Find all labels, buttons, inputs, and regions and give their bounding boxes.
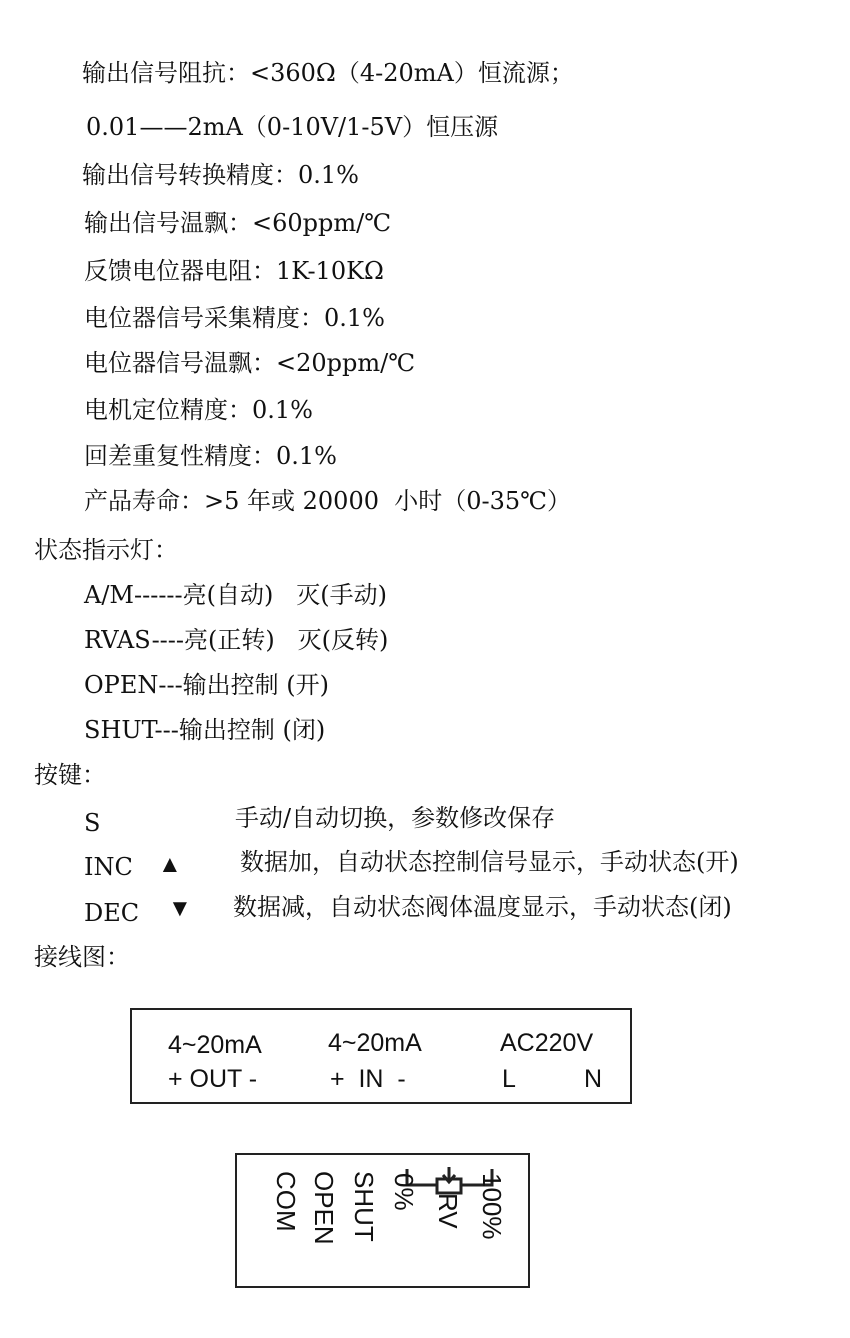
spec-line: 产品寿命：>5 年或 20000 小时（0-35℃） [84,487,572,515]
indicator-item: SHUT---输出控制 (闭) [84,716,326,744]
spec-line: 电位器信号采集精度：0.1% [84,304,385,332]
up-triangle-icon: ▲ [158,851,182,878]
spec-line: 电机定位精度：0.1% [84,396,313,424]
key-name: INC [84,853,133,881]
down-triangle-icon: ▼ [168,895,192,922]
spec-line: 反馈电位器电阻：1K-10KΩ [84,257,384,285]
terminal-block-control [235,1153,530,1288]
terminal-label: 0% [389,1173,419,1211]
wiring-heading: 接线图： [34,943,130,971]
spec-line: 0.01——2mA（0-10V/1-5V）恒压源 [86,113,499,141]
terminal-label: AC220V [500,1029,594,1057]
spec-line: 输出信号温飘：<60ppm/℃ [84,209,392,237]
terminal-label: 4~20mA [328,1029,422,1057]
key-name: S [84,809,101,837]
indicators-heading: 状态指示灯： [34,536,178,564]
key-desc: 数据减，自动状态阀体温度显示，手动状态(闭) [233,893,732,921]
keys-heading: 按键： [34,761,106,789]
key-name: DEC [84,899,140,927]
spec-line: 输出信号转换精度：0.1% [82,161,359,189]
terminal-block-power-signal [130,1008,632,1104]
indicator-item: RVAS----亮(正转) 灭(反转) [84,626,389,654]
spec-line: 电位器信号温飘：<20ppm/℃ [84,349,416,377]
terminal-label: N [584,1065,603,1093]
terminal-label: 4~20mA [168,1031,262,1059]
terminal-label: 100% [477,1173,507,1240]
spec-line: 输出信号阻抗：<360Ω（4-20mA）恒流源； [82,59,574,87]
terminal-label: RV [433,1193,463,1229]
terminal-label: COM [271,1171,301,1232]
key-desc: 数据加，自动状态控制信号显示，手动状态(开) [240,848,739,876]
terminal-label: OPEN [309,1171,339,1245]
terminal-label: + IN - [330,1065,406,1093]
indicator-item: A/M------亮(自动) 灭(手动) [84,581,387,609]
terminal-label: L [502,1065,516,1093]
indicator-item: OPEN---输出控制 (开) [84,671,330,699]
terminal-label: SHUT [349,1171,379,1242]
terminal-label: + OUT - [168,1065,258,1093]
key-desc: 手动/自动切换，参数修改保存 [235,804,556,832]
spec-line: 回差重复性精度：0.1% [84,442,337,470]
